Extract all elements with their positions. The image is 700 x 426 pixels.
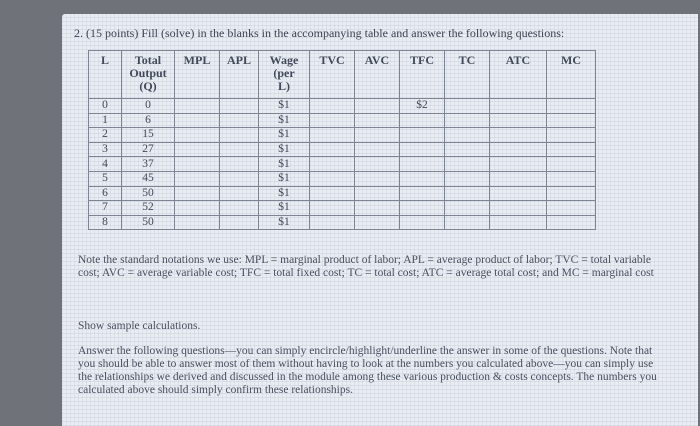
- notation-note: Note the standard notations we use: MPL = marginal product of labor; APL = average product of labor; TVC = total variable cost; AVC = average variable cost; TFC = total fixed cost; TC = total cost; ATC = average total cost; and MC = marginal cost: [78, 254, 654, 279]
- cell-l: 8: [89, 215, 122, 230]
- cell-tfc: [400, 171, 445, 186]
- cell-avc[interactable]: [355, 171, 400, 186]
- cell-apl[interactable]: [220, 186, 259, 201]
- cell-mpl[interactable]: [175, 201, 220, 216]
- cell-tfc: [400, 201, 445, 216]
- cell-l: 7: [89, 201, 122, 216]
- cell-tvc[interactable]: [310, 157, 355, 172]
- cell-wage: $1: [259, 99, 310, 114]
- cell-wage: $1: [259, 215, 310, 230]
- cell-tvc[interactable]: [310, 128, 355, 143]
- cell-l: 5: [89, 171, 122, 186]
- table-row: [89, 113, 596, 128]
- cell-avc[interactable]: [355, 186, 400, 201]
- cell-total-output: 45: [122, 171, 175, 186]
- cell-tc[interactable]: [445, 186, 490, 201]
- cell-l: 1: [89, 113, 122, 128]
- cell-tvc[interactable]: [310, 186, 355, 201]
- cell-tc[interactable]: [445, 157, 490, 172]
- cell-apl[interactable]: [220, 171, 259, 186]
- cell-tc[interactable]: [445, 113, 490, 128]
- cell-total-output: 6: [122, 113, 175, 128]
- cell-tc[interactable]: [445, 201, 490, 216]
- cell-tfc: [400, 215, 445, 230]
- cell-mc[interactable]: [547, 186, 596, 201]
- cell-atc[interactable]: [490, 215, 547, 230]
- question-text: 2. (15 points) Fill (solve) in the blanks in the accompanying table and answer the following questions:: [74, 26, 565, 40]
- table-row: [89, 215, 596, 230]
- cell-l: 3: [89, 142, 122, 157]
- table-row: [89, 171, 596, 186]
- cell-mc[interactable]: [547, 171, 596, 186]
- cell-avc[interactable]: [355, 113, 400, 128]
- cell-apl[interactable]: [220, 99, 259, 114]
- cell-avc[interactable]: [355, 142, 400, 157]
- cell-total-output: 50: [122, 215, 175, 230]
- cell-mc[interactable]: [547, 128, 596, 143]
- table-header-row: [89, 51, 596, 99]
- cell-mc[interactable]: [547, 157, 596, 172]
- cell-tvc[interactable]: [310, 215, 355, 230]
- cell-atc[interactable]: [490, 128, 547, 143]
- header-w-line3: L): [278, 79, 290, 93]
- table-row: [89, 142, 596, 157]
- cell-tc[interactable]: [445, 171, 490, 186]
- cell-tc[interactable]: [445, 128, 490, 143]
- table-row: [89, 157, 596, 172]
- cell-mpl[interactable]: [175, 215, 220, 230]
- cell-mpl[interactable]: [175, 113, 220, 128]
- table-row: [89, 201, 596, 216]
- cell-tfc: [400, 186, 445, 201]
- cell-apl[interactable]: [220, 201, 259, 216]
- worksheet-page: [62, 14, 698, 426]
- cell-mpl[interactable]: [175, 186, 220, 201]
- cell-atc[interactable]: [490, 186, 547, 201]
- cell-mc[interactable]: [547, 99, 596, 114]
- cell-tvc[interactable]: [310, 113, 355, 128]
- production-cost-table: [88, 50, 596, 230]
- cell-tfc: [400, 142, 445, 157]
- cell-tc[interactable]: [445, 142, 490, 157]
- header-avc: AVC: [355, 51, 400, 99]
- table-row: [89, 99, 596, 114]
- cell-total-output: 15: [122, 128, 175, 143]
- cell-mpl[interactable]: [175, 142, 220, 157]
- cell-wage: $1: [259, 113, 310, 128]
- cell-tvc[interactable]: [310, 171, 355, 186]
- cell-mpl[interactable]: [175, 128, 220, 143]
- cell-total-output: 0: [122, 99, 175, 114]
- header-mc: MC: [547, 51, 596, 99]
- cell-mpl[interactable]: [175, 157, 220, 172]
- header-w-line2: (per: [273, 66, 295, 80]
- cell-mc[interactable]: [547, 215, 596, 230]
- cell-apl[interactable]: [220, 215, 259, 230]
- cell-tc[interactable]: [445, 99, 490, 114]
- cell-atc[interactable]: [490, 99, 547, 114]
- cell-tfc: [400, 113, 445, 128]
- cell-wage: $1: [259, 186, 310, 201]
- cell-mc[interactable]: [547, 201, 596, 216]
- cell-apl[interactable]: [220, 113, 259, 128]
- header-tvc: TVC: [310, 51, 355, 99]
- cell-wage: $1: [259, 171, 310, 186]
- cell-tfc: $2: [400, 99, 445, 114]
- header-total-output: [122, 51, 175, 99]
- header-l: L: [89, 51, 122, 99]
- cell-mpl[interactable]: [175, 171, 220, 186]
- cell-total-output: 50: [122, 186, 175, 201]
- cell-mpl[interactable]: [175, 99, 220, 114]
- cell-avc[interactable]: [355, 99, 400, 114]
- show-calculations: Show sample calculations.: [78, 320, 201, 332]
- cell-avc[interactable]: [355, 128, 400, 143]
- cell-mc[interactable]: [547, 142, 596, 157]
- header-q-line2: Output: [129, 66, 167, 80]
- header-q-line3: (Q): [139, 79, 157, 93]
- cell-apl[interactable]: [220, 142, 259, 157]
- header-mpl: MPL: [175, 51, 220, 99]
- cell-atc[interactable]: [490, 171, 547, 186]
- cell-total-output: 37: [122, 157, 175, 172]
- cell-total-output: 27: [122, 142, 175, 157]
- answer-instructions: Answer the following questions—you can simply encircle/highlight/underline the answer in some of the questions. Note that you should be able to answer most of them without having to look at the numbers you calculated above—you can simply use the relationships we derived and discussed in the module among these various production & costs concepts. The numbers you calculated above should simply confirm these relationships.: [78, 345, 657, 396]
- cell-tc[interactable]: [445, 215, 490, 230]
- cell-tvc[interactable]: [310, 99, 355, 114]
- cell-atc[interactable]: [490, 142, 547, 157]
- header-q-line1: Total: [134, 53, 162, 67]
- cell-wage: $1: [259, 201, 310, 216]
- cell-avc[interactable]: [355, 201, 400, 216]
- table-row: [89, 186, 596, 201]
- header-wage: [259, 51, 310, 99]
- cell-l: 0: [89, 99, 122, 114]
- cell-atc[interactable]: [490, 201, 547, 216]
- cell-wage: $1: [259, 142, 310, 157]
- cell-avc[interactable]: [355, 215, 400, 230]
- cell-wage: $1: [259, 128, 310, 143]
- cell-l: 2: [89, 128, 122, 143]
- header-apl: APL: [220, 51, 259, 99]
- header-tfc: TFC: [400, 51, 445, 99]
- table-row: [89, 128, 596, 143]
- cell-atc[interactable]: [490, 157, 547, 172]
- cell-wage: $1: [259, 157, 310, 172]
- header-tc: TC: [445, 51, 490, 99]
- cell-apl[interactable]: [220, 128, 259, 143]
- cell-l: 4: [89, 157, 122, 172]
- cell-l: 6: [89, 186, 122, 201]
- cell-mc[interactable]: [547, 113, 596, 128]
- cell-tfc: [400, 157, 445, 172]
- cell-atc[interactable]: [490, 113, 547, 128]
- cell-total-output: 52: [122, 201, 175, 216]
- header-w-line1: Wage: [269, 53, 299, 67]
- cell-tfc: [400, 128, 445, 143]
- header-atc: ATC: [490, 51, 547, 99]
- cell-avc[interactable]: [355, 157, 400, 172]
- cell-tvc[interactable]: [310, 201, 355, 216]
- cell-tvc[interactable]: [310, 142, 355, 157]
- cell-apl[interactable]: [220, 157, 259, 172]
